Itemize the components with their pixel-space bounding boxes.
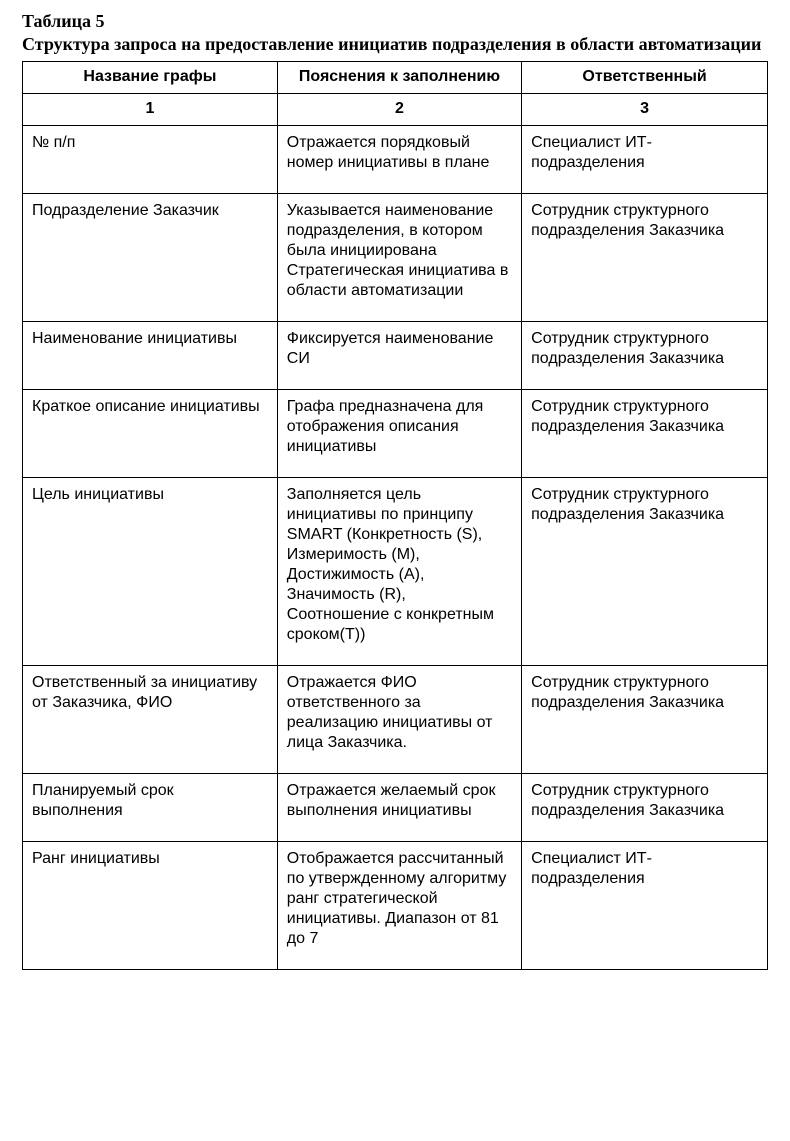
- table-header: [23, 61, 768, 125]
- document-subtitle: Структура запроса на предоставление инициатив подразделения в области автоматизации: [22, 34, 762, 55]
- table-cell-responsible: Специалист ИТ-подразделения: [522, 841, 768, 969]
- table-cell-explanation: Фиксируется наименование СИ: [277, 321, 521, 389]
- header-column-name: Название графы: [23, 61, 278, 93]
- table-cell-column-name: Ответственный за инициативу от Заказчика, ФИО: [23, 665, 278, 773]
- table-cell-responsible: Сотрудник структурного подразделения Заказчика: [522, 665, 768, 773]
- table-cell-explanation: Отображается рассчитанный по утвержденному алгоритму ранг стратегической инициативы. Диапазон от 81 до 7: [277, 841, 521, 969]
- column-number-3: 3: [522, 93, 768, 125]
- table-cell-responsible: Сотрудник структурного подразделения Заказчика: [522, 477, 768, 665]
- table-row: [23, 477, 768, 665]
- header-row: [23, 61, 768, 93]
- table-cell-responsible: Сотрудник структурного подразделения Заказчика: [522, 389, 768, 477]
- table-cell-explanation: Отражается ФИО ответственного за реализацию инициативы от лица Заказчика.: [277, 665, 521, 773]
- table-body: [23, 125, 768, 969]
- table-row: [23, 193, 768, 321]
- table-row: [23, 389, 768, 477]
- table-cell-column-name: Планируемый срок выполнения: [23, 773, 278, 841]
- table-cell-responsible: Сотрудник структурного подразделения Заказчика: [522, 193, 768, 321]
- column-number-row: [23, 93, 768, 125]
- table-row: [23, 665, 768, 773]
- table-row: [23, 773, 768, 841]
- table-cell-column-name: Цель инициативы: [23, 477, 278, 665]
- table-cell-column-name: № п/п: [23, 125, 278, 193]
- table-cell-explanation: Графа предназначена для отображения описания инициативы: [277, 389, 521, 477]
- header-responsible: Ответственный: [522, 61, 768, 93]
- table-row: [23, 841, 768, 969]
- table-cell-column-name: Подразделение Заказчик: [23, 193, 278, 321]
- table-cell-explanation: Заполняется цель инициативы по принципу SMART (Конкретность (S), Измеримость (M), Достижимость (A), Значимость (R), Соотношение с конкретным сроком(T)): [277, 477, 521, 665]
- table-cell-responsible: Сотрудник структурного подразделения Заказчика: [522, 773, 768, 841]
- table-cell-responsible: Сотрудник структурного подразделения Заказчика: [522, 321, 768, 389]
- table-cell-column-name: Краткое описание инициативы: [23, 389, 278, 477]
- table-row: [23, 125, 768, 193]
- table-cell-explanation: Отражается порядковый номер инициативы в плане: [277, 125, 521, 193]
- table-cell-responsible: Специалист ИТ-подразделения: [522, 125, 768, 193]
- table-cell-column-name: Наименование инициативы: [23, 321, 278, 389]
- column-number-1: 1: [23, 93, 278, 125]
- header-explanation: Пояснения к заполнению: [277, 61, 521, 93]
- column-number-2: 2: [277, 93, 521, 125]
- document-title: Таблица 5: [22, 11, 105, 31]
- structure-table: [22, 61, 768, 970]
- table-row: [23, 321, 768, 389]
- table-cell-explanation: Отражается желаемый срок выполнения инициативы: [277, 773, 521, 841]
- table-cell-explanation: Указывается наименование подразделения, в котором была инициирована Стратегическая инициатива в области автоматизации: [277, 193, 521, 321]
- table-cell-column-name: Ранг инициативы: [23, 841, 278, 969]
